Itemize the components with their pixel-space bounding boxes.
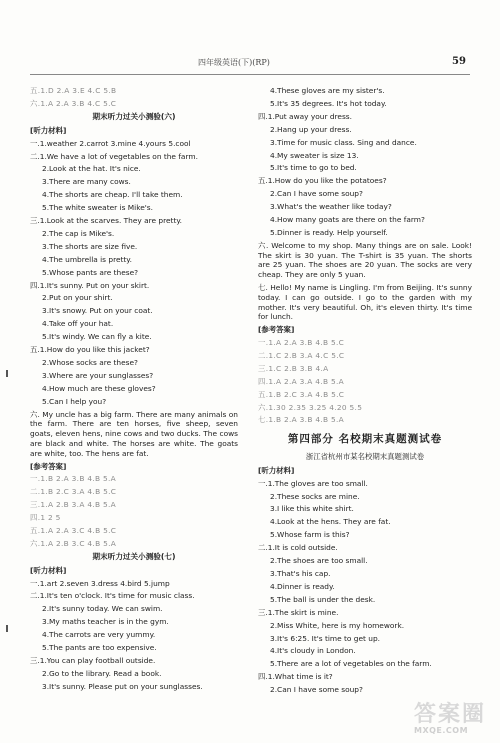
material-line: 2.Go to the library. Read a book. [42, 668, 162, 678]
answer-line: 二.1.C 2.B 3.A 4.C 5.C [258, 350, 345, 360]
material-line: 4.These gloves are my sister's. [270, 86, 385, 95]
material-line: 2.It's sunny today. We can swim. [42, 604, 163, 614]
material-line: 一.1.weather 2.carrot 3.mine 4.yours 5.cool [30, 138, 191, 148]
material-line: 3.I like this white shirt. [270, 504, 354, 514]
section-title-test-6: 期末听力过关小测验(六) [92, 111, 176, 121]
answer-line: 七.1.B 2.A 3.B 4.B 5.A [258, 415, 345, 425]
material-line: 5.Whose farm is this? [270, 530, 350, 540]
material-line: 3.It's 6:25. It's time to get up. [270, 633, 380, 643]
answer-line: 三.1.C 2.B 3.B 4.A [258, 363, 329, 373]
material-line: 3.What's the weather like today? [270, 202, 392, 212]
material-line: 四.1.What time is it? [258, 672, 333, 682]
material-line: 5.It's windy. We can fly a kite. [42, 332, 152, 342]
material-line: 4.My sweater is size 13. [270, 150, 359, 160]
material-line: 四.1.Put away your dress. [258, 111, 353, 121]
material-line: 2.Whose socks are these? [42, 358, 138, 367]
material-line: 3.My maths teacher is in the gym. [42, 617, 169, 627]
material-line: 三.1.The skirt is mine. [258, 607, 339, 617]
material-line: 3.The shorts are size five. [42, 241, 138, 251]
material-line: 2.Look at the hat. It's nice. [42, 164, 141, 174]
listening-material-tag: [听力材料] [30, 125, 67, 135]
material-line: 5.Dinner is ready. Help yourself. [270, 227, 388, 237]
material-line: 三.1.You can play football outside. [30, 656, 156, 666]
running-head: 四年级英语(下)(RP) [198, 58, 270, 67]
material-line: 2.Put on your shirt. [42, 293, 113, 303]
material-line: 二.1.It is cold outside. [258, 543, 338, 553]
answer-line: 六.1.30 2.35 3.25 4.20 5.5 [258, 402, 363, 412]
material-line: 2.The cap is Mike's. [42, 228, 115, 238]
answer-key-tag: [参考答案] [30, 461, 67, 471]
watermark-url: MXQE.COM [414, 726, 469, 736]
material-line: 5.Can I help you? [42, 396, 107, 406]
material-line: 五.1.How do you like this jacket? [30, 345, 150, 355]
listening-material-tag: [听力材料] [30, 565, 67, 575]
material-line: 4.It's cloudy in London. [270, 646, 356, 656]
material-line: 4.The carrots are very yummy. [42, 630, 156, 640]
answer-line: 五.1.D 2.A 3.E 4.C 5.B [30, 86, 117, 95]
answer-line: 二.1.B 2.C 3.A 4.B 5.C [30, 487, 117, 497]
margin-mark [6, 370, 8, 377]
left-column [30, 86, 238, 695]
exam-title: 浙江省杭州市某名校期末真题测试卷 [305, 452, 425, 462]
watermark-logo [414, 700, 494, 742]
answer-line: 四.1.A 2.A 3.A 4.B 5.A [258, 376, 344, 386]
listening-material-tag: [听力材料] [258, 465, 295, 475]
material-line: 4.How many goats are there on the farm? [270, 215, 425, 225]
material-line: 3.There are many cows. [42, 177, 131, 187]
material-line: 4.Take off your hat. [42, 319, 114, 329]
right-column [258, 86, 472, 698]
material-line: 3.It's sunny. Please put on your sunglasses. [42, 681, 203, 691]
page-header [0, 0, 500, 86]
material-line: 4.Dinner is ready. [270, 581, 335, 591]
material-line: 5.It's time to go to bed. [270, 163, 357, 173]
material-line: 4.Look at the hens. They are fat. [270, 517, 391, 527]
material-line: 4.The shorts are cheap. I'll take them. [42, 190, 183, 200]
material-line: 5.The ball is under the desk. [270, 594, 376, 604]
material-line: 一.1.The gloves are too small. [258, 478, 368, 488]
material-line: 二.1.It's ten o'clock. It's time for music class. [30, 591, 195, 601]
material-line: 5.Whose pants are these? [42, 267, 139, 277]
margin-mark [6, 625, 8, 632]
material-line: 3.It's snowy. Put on your coat. [42, 306, 153, 316]
passage-lingling: 七. Hello! My name is Lingling. I'm from Beijing. It's sunny today. I can go outside. I go to the garden with my mother. It's very beautiful. Oh, it's eleven thirty. It's time for lunch. [258, 283, 472, 322]
answer-line: 六.1.A 2.B 3.C 4.B 5.A [30, 538, 117, 548]
answer-line: 一.1.B 2.A 3.B 4.B 5.A [30, 474, 117, 484]
material-line: 三.1.Look at the scarves. They are pretty. [30, 216, 183, 226]
material-line: 4.How much are these gloves? [42, 383, 156, 393]
answer-key-tag: [参考答案] [258, 325, 295, 335]
answer-line: 六.1.A 2.A 3.B 4.C 5.C [30, 98, 117, 108]
answer-line: 一.1.A 2.A 3.B 4.B 5.C [258, 338, 345, 348]
material-line: 2.The shoes are too small. [270, 556, 368, 566]
answer-line: 三.1.A 2.B 3.A 4.B 5.A [30, 500, 117, 510]
page-number: 59 [452, 56, 466, 67]
header-rule [30, 74, 470, 75]
material-line: 五.1.How do you like the potatoes? [258, 176, 387, 186]
material-line: 4.The umbrella is pretty. [42, 254, 132, 264]
answer-line: 五.1.B 2.C 3.A 4.B 5.C [258, 389, 345, 399]
material-line: 3.That's his cap. [270, 568, 331, 578]
passage-farm: 六. My uncle has a big farm. There are many animals on the farm. There are ten horses, five sheep, seven goats, eleven hens, nine cows and two ducks. The cows are black and white. The horses are white. The goats are white, too. The hens are fat. [30, 409, 238, 458]
answer-line: 四.1 2 5 [30, 513, 61, 523]
material-line: 3.Time for music class. Sing and dance. [270, 137, 417, 147]
material-line: 5.It's 35 degrees. It's hot today. [270, 98, 387, 108]
material-line: 5.There are a lot of vegetables on the farm. [270, 659, 432, 669]
watermark-glyphs: 答案圈 [414, 702, 487, 727]
material-line: 四.1.It's sunny. Put on your skirt. [30, 280, 150, 290]
material-line: 2.Can I have some soup? [270, 189, 363, 199]
material-line: 5.The pants are too expensive. [42, 643, 157, 653]
material-line: 2.These socks are mine. [270, 491, 360, 501]
material-line: 2.Can I have some soup? [270, 685, 363, 695]
answer-line: 五.1.A 2.A 3.C 4.B 5.C [30, 525, 117, 535]
material-line: 二.1.We have a lot of vegetables on the farm. [30, 151, 198, 161]
material-line: 5.The white sweater is Mike's. [42, 203, 154, 213]
material-line: 3.Where are your sunglasses? [42, 370, 154, 380]
material-line: 一.1.art 2.seven 3.dress 4.bird 5.jump [30, 578, 170, 588]
passage-shop: 六. Welcome to my shop. Many things are on sale. Look! The skirt is 30 yuan. The T-shirt is 35 yuan. The shorts are 25 yuan. The shoes are 20 yuan. The socks are very cheap. They are only 5 yuan. [258, 240, 472, 280]
material-line: 2.Hang up your dress. [270, 124, 352, 134]
part-four-title: 第四部分 名校期末真题测试卷 [287, 433, 443, 446]
section-title-test-7: 期末听力过关小测验(七) [92, 551, 176, 561]
material-line: 2.Miss White, here is my homework. [270, 620, 405, 630]
